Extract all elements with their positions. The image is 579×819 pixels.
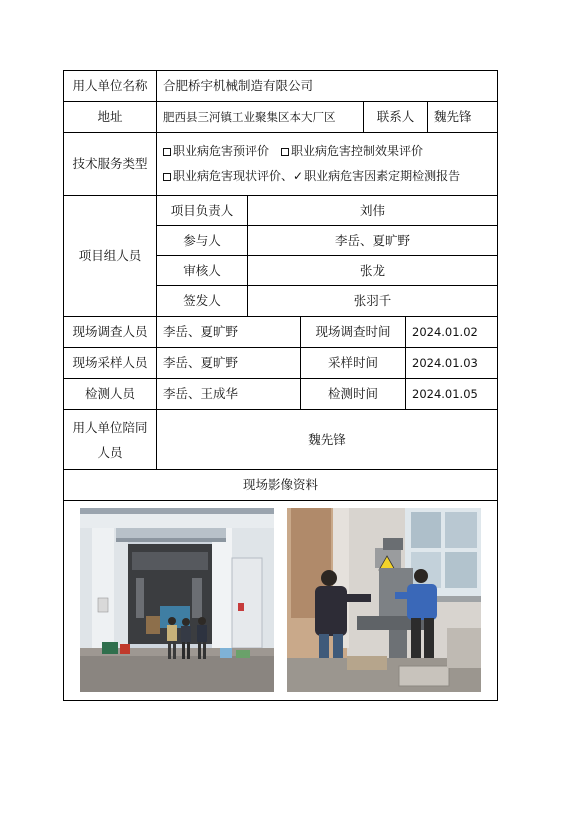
photos-label: 现场影像资料 <box>63 469 498 501</box>
option-periodic-testing: 职业病危害因素定期检测报告 <box>304 169 461 183</box>
escort-label <box>63 409 157 470</box>
escort-label-line-1: 用人单位陪同 <box>72 419 148 435</box>
record-form <box>63 70 498 701</box>
escort-label-line-2: 人员 <box>97 444 123 460</box>
testing-people: 李岳、王成华 <box>156 378 301 410</box>
option-control-effect: 职业病危害控制效果评价 <box>291 144 424 158</box>
checkmark-icon: ✓ <box>293 169 304 183</box>
team-role: 审核人 <box>156 255 248 286</box>
workshop-machine-photo <box>287 508 481 692</box>
sampling-time-label: 采样时间 <box>300 347 406 379</box>
checkbox-icon <box>281 148 289 156</box>
service-options-line-2: 职业病危害现状评价 、 ✓ 职业病危害因素定期检测报告 <box>163 169 460 184</box>
contact-label: 联系人 <box>363 101 428 133</box>
employer-label: 用人单位名称 <box>63 70 157 102</box>
factory-entrance-photo <box>80 508 274 692</box>
team-role: 参与人 <box>156 225 248 256</box>
option-preassessment: 职业病危害预评价 <box>173 144 270 158</box>
employer-value: 合肥桥宇机械制造有限公司 <box>156 70 498 102</box>
team-name: 张羽千 <box>247 285 498 317</box>
sampling-people: 李岳、夏旷野 <box>156 347 301 379</box>
survey-time: 2024.01.02 <box>405 316 498 348</box>
testing-label: 检测人员 <box>63 378 157 410</box>
checkbox-icon <box>163 173 171 181</box>
survey-label: 现场调查人员 <box>63 316 157 348</box>
checkbox-icon <box>163 148 171 156</box>
contact-value: 魏先锋 <box>427 101 498 133</box>
team-role: 签发人 <box>156 285 248 317</box>
option-current-status: 职业病危害现状评价 <box>173 169 282 183</box>
team-name: 李岳、夏旷野 <box>247 225 498 256</box>
address-value: 肥西县三河镇工业聚集区本大厂区 <box>156 101 364 133</box>
sampling-label: 现场采样人员 <box>63 347 157 379</box>
service-options <box>156 132 498 196</box>
survey-time-label: 现场调查时间 <box>300 316 406 348</box>
team-name: 张龙 <box>247 255 498 286</box>
address-label: 地址 <box>63 101 157 133</box>
testing-time: 2024.01.05 <box>405 378 498 410</box>
sampling-time: 2024.01.03 <box>405 347 498 379</box>
service-type-label: 技术服务类型 <box>63 132 157 196</box>
escort-value: 魏先锋 <box>156 409 498 470</box>
survey-people: 李岳、夏旷野 <box>156 316 301 348</box>
service-options-line-1 <box>163 144 423 159</box>
testing-time-label: 检测时间 <box>300 378 406 410</box>
team-label: 项目组人员 <box>63 195 157 317</box>
team-name: 刘伟 <box>247 195 498 226</box>
team-role: 项目负责人 <box>156 195 248 226</box>
